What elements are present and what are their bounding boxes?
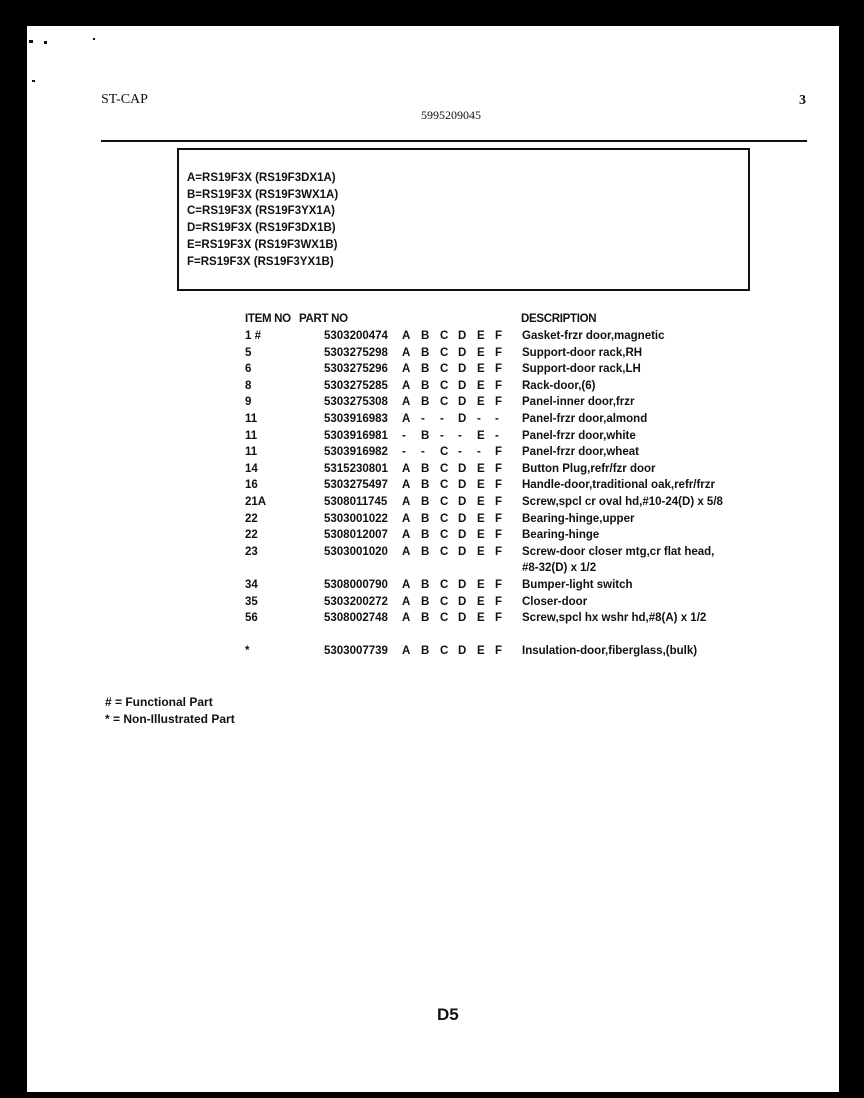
model-key-line: A=RS19F3X (RS19F3DX1A) [187,172,336,184]
model-c-cell: C [440,479,449,492]
model-f-cell: F [495,379,503,392]
model-d-cell: - [458,429,462,442]
table-row [27,596,839,612]
item-no-cell: 11 [245,446,258,459]
part-no-cell: 5308000790 [324,579,388,591]
scan-speck [32,80,35,82]
item-no-cell: 11 [245,429,258,442]
description-cell: Panel-frzr door,white [522,429,636,442]
model-f-cell: F [495,479,503,492]
model-key-line: C=RS19F3X (RS19F3YX1A) [187,205,335,218]
part-no-cell: 5303200474 [324,330,388,342]
description-cell: Screw-door closer mtg,cr flat head, [522,545,715,558]
model-d-cell: D [458,595,467,608]
model-d-cell: D [458,363,467,376]
model-a-cell: A [402,346,411,359]
table-row [27,363,839,379]
description-cell: Bearing-hinge [522,529,600,542]
model-e-cell: E [477,379,485,392]
model-b-cell: B [421,363,430,376]
part-no-cell: 5303200272 [324,595,388,608]
item-no-cell: 14 [245,462,258,475]
model-e-cell: E [477,579,485,591]
model-f-cell: F [495,346,503,359]
model-b-cell: B [421,429,430,442]
model-f-cell: F [495,644,503,657]
part-no-cell: 5303275296 [324,363,388,376]
model-key-box [177,148,750,291]
description-cell: Support-door rack,LH [522,363,641,376]
table-row [27,396,839,412]
model-a-cell: A [402,644,411,657]
table-row [27,446,839,462]
model-d-cell: D [458,346,467,359]
part-no-cell: 5303916982 [324,446,388,459]
table-row [27,330,839,346]
model-c-cell: C [440,363,449,376]
description-cell: Rack-door,(6) [522,379,596,392]
model-f-cell: F [495,363,503,376]
model-a-cell: - [402,429,406,442]
page-number: 3 [799,93,806,108]
table-row [27,413,839,429]
model-e-cell: E [477,496,485,508]
part-no-cell: 5303007739 [324,644,388,657]
model-e-cell: E [477,346,485,359]
model-b-cell: B [421,330,430,342]
description-cell: Screw,spcl hx wshr hd,#8(A) x 1/2 [522,612,707,625]
model-e-cell: - [477,413,481,425]
item-no-cell: 21A [245,496,267,508]
table-row [27,562,839,578]
description-cell: #8-32(D) x 1/2 [522,562,597,575]
model-c-cell: C [440,579,449,591]
model-e-cell: E [477,363,485,376]
model-d-cell: D [458,479,467,492]
table-row [27,579,839,595]
model-c-cell: C [440,595,449,608]
model-b-cell: B [421,529,430,542]
model-f-cell: F [495,595,503,608]
part-no-cell: 5303001022 [324,512,388,525]
part-no-cell: 5303275285 [324,379,388,392]
model-b-cell: B [421,644,430,657]
description-cell: Screw,spcl cr oval hd,#10-24(D) x 5/8 [522,496,723,508]
model-c-cell: C [440,396,449,409]
model-d-cell: D [458,529,467,542]
section-code: D5 [437,1005,459,1024]
model-e-cell: E [477,330,485,342]
model-e-cell: E [477,644,485,657]
item-no-cell: 11 [245,413,258,425]
model-c-cell: C [440,512,449,525]
description-cell: Button Plug,refr/fzr door [522,462,656,475]
model-c-cell: C [440,644,449,657]
description-cell: Handle-door,traditional oak,refr/frzr [522,479,715,492]
description-cell: Bearing-hinge,upper [522,512,635,525]
description-cell: Panel-frzr door,almond [522,413,648,425]
item-no-cell: 23 [245,545,258,558]
model-a-cell: A [402,512,411,525]
model-a-cell: A [402,413,411,425]
legend-non-illustrated-part: * = Non-Illustrated Part [105,711,235,726]
model-b-cell: B [421,545,430,558]
model-e-cell: E [477,479,485,492]
model-e-cell: E [477,512,485,525]
model-a-cell: A [402,612,411,625]
model-f-cell: F [495,330,503,342]
model-f-cell: F [495,579,503,591]
model-c-cell: C [440,529,449,542]
model-d-cell: D [458,396,467,409]
parts-list-page [27,26,839,1092]
legend-functional-part: # = Functional Part [105,695,213,709]
column-header-part-no: PART NO [299,313,348,325]
model-f-cell: F [495,529,503,542]
model-d-cell: D [458,579,467,591]
part-no-cell: 5303275497 [324,479,388,492]
item-no-cell: 9 [245,396,252,409]
model-d-cell: D [458,644,467,657]
model-f-cell: F [495,612,503,625]
legend [105,694,235,727]
item-no-cell: 22 [245,512,258,525]
model-a-cell: - [402,446,406,459]
item-no-cell: 1 # [245,330,261,342]
catalog-number: 5995209045 [421,108,481,122]
model-d-cell: D [458,462,467,475]
model-a-cell: A [402,579,411,591]
model-a-cell: A [402,479,411,492]
model-b-cell: B [421,346,430,359]
item-no-cell: 6 [245,363,252,376]
model-d-cell: D [458,545,467,558]
item-no-cell: 16 [245,479,258,492]
model-c-cell: - [440,429,444,442]
description-cell: Bumper-light switch [522,579,633,591]
model-c-cell: C [440,612,449,625]
column-header-description: DESCRIPTION [521,313,597,325]
model-b-cell: B [421,479,430,492]
part-no-cell: 5303001020 [324,545,388,558]
scan-speck [29,40,33,43]
header-rule [101,140,807,142]
model-b-cell: B [421,612,430,625]
table-row [27,645,839,661]
table-row [27,513,839,529]
table-row [27,546,839,562]
item-no-cell: * [245,644,250,657]
catalog-label: ST-CAP [101,92,148,107]
description-cell: Panel-inner door,frzr [522,396,635,409]
model-d-cell: D [458,379,467,392]
part-no-cell: 5308012007 [324,529,388,542]
model-f-cell: F [495,496,503,508]
model-e-cell: E [477,595,485,608]
scan-speck [93,38,95,40]
model-a-cell: A [402,396,411,409]
model-a-cell: A [402,595,411,608]
model-b-cell: - [421,413,425,425]
model-e-cell: E [477,612,485,625]
description-cell: Closer-door [522,595,588,608]
model-c-cell: C [440,462,449,475]
model-a-cell: A [402,545,411,558]
model-b-cell: B [421,595,430,608]
model-a-cell: A [402,529,411,542]
model-d-cell: D [458,496,467,508]
model-e-cell: E [477,462,485,475]
table-row [27,496,839,512]
item-no-cell: 35 [245,595,258,608]
part-no-cell: 5303275298 [324,346,388,359]
model-c-cell: C [440,446,449,459]
model-c-cell: C [440,346,449,359]
model-f-cell: F [495,462,503,475]
model-d-cell: - [458,446,462,459]
table-row [27,430,839,446]
table-row [27,347,839,363]
model-b-cell: - [421,446,425,459]
model-d-cell: D [458,330,467,342]
item-no-cell: 34 [245,579,258,591]
model-c-cell: - [440,413,444,425]
scan-speck [44,41,47,44]
column-header-item-no: ITEM NO [245,313,291,325]
model-a-cell: A [402,496,411,508]
model-key-line: B=RS19F3X (RS19F3WX1A) [187,188,339,201]
part-no-cell: 5303916983 [324,413,388,425]
model-b-cell: B [421,496,430,508]
model-e-cell: E [477,429,485,442]
model-f-cell: F [495,396,503,409]
model-a-cell: A [402,330,411,342]
model-a-cell: A [402,462,411,475]
item-no-cell: 8 [245,379,252,392]
part-no-cell: 5308002748 [324,612,388,625]
model-e-cell: - [477,446,481,459]
part-no-cell: 5308011745 [324,496,388,508]
model-f-cell: F [495,446,503,459]
model-d-cell: D [458,612,467,625]
table-row [27,612,839,628]
model-d-cell: D [458,413,467,425]
model-key-line: D=RS19F3X (RS19F3DX1B) [187,222,336,235]
model-b-cell: B [421,512,430,525]
model-b-cell: B [421,379,430,392]
model-e-cell: E [477,396,485,409]
model-a-cell: A [402,379,411,392]
item-no-cell: 5 [245,346,252,359]
model-key-list [187,170,338,270]
model-key-line: F=RS19F3X (RS19F3YX1B) [187,255,334,268]
part-no-cell: 5315230801 [324,462,388,475]
description-cell: Insulation-door,fiberglass,(bulk) [522,644,698,657]
model-c-cell: C [440,545,449,558]
model-f-cell: - [495,413,499,425]
model-e-cell: E [477,529,485,542]
item-no-cell: 22 [245,529,258,542]
model-b-cell: B [421,462,430,475]
description-cell: Support-door rack,RH [522,346,643,359]
description-cell: Gasket-frzr door,magnetic [522,330,665,342]
table-row [27,479,839,495]
table-row [27,529,839,545]
model-f-cell: F [495,512,503,525]
model-c-cell: C [440,379,449,392]
description-cell: Panel-frzr door,wheat [522,446,639,459]
model-d-cell: D [458,512,467,525]
table-row [27,463,839,479]
item-no-cell: 56 [245,612,258,625]
part-no-cell: 5303275308 [324,396,388,409]
model-c-cell: C [440,496,449,508]
model-key-line: E=RS19F3X (RS19F3WX1B) [187,238,338,251]
model-a-cell: A [402,363,411,376]
model-b-cell: B [421,579,430,591]
model-c-cell: C [440,330,449,342]
model-f-cell: F [495,545,503,558]
model-b-cell: B [421,396,430,409]
model-e-cell: E [477,545,485,558]
part-no-cell: 5303916981 [324,429,388,442]
table-row [27,380,839,396]
model-f-cell: - [495,429,499,442]
